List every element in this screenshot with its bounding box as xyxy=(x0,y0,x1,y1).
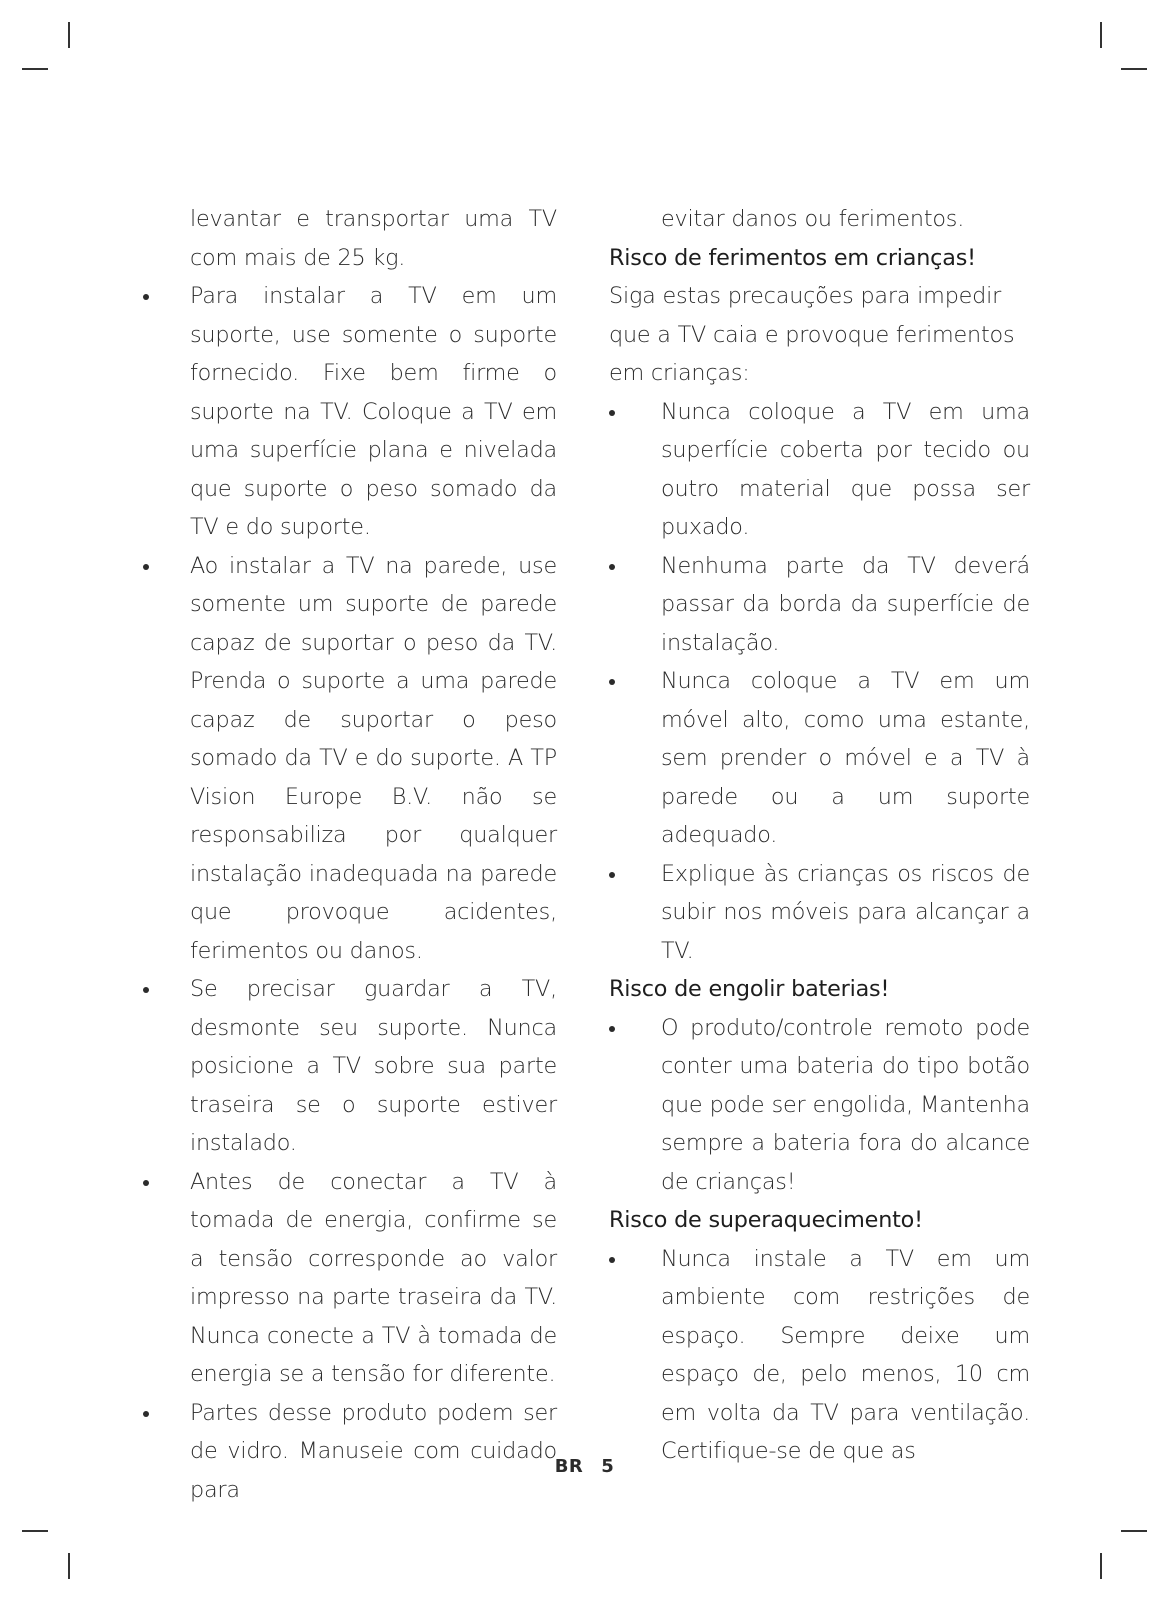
bullet-icon xyxy=(609,564,615,570)
bullet-icon xyxy=(609,679,615,685)
list-item: Nunca instale a TV em um ambiente com restrições de espaço. Sempre deixe um espaço de, pelo menos, 10 cm em volta da TV para ventilação. Certifique-se de que as xyxy=(609,1240,1030,1471)
list-item: O produto/controle remoto pode conter uma bateria do tipo botão que pode ser engolida, Mantenha sempre a bateria fora do alcance de crianças! xyxy=(609,1009,1030,1202)
list-item: Ao instalar a TV na parede, use somente um suporte de parede capaz de suportar o peso da TV. Prenda o suporte a uma parede capaz de suportar o peso somado da TV e do suporte. A TP Vision Europe B.V. não se responsabiliza por qualquer instalação inadequada na parede que provoque acidentes, ferimentos ou danos. xyxy=(143,547,557,971)
crop-mark-top-left-h xyxy=(22,68,48,70)
section-intro: Siga estas precauções para impedir que a TV caia e provoque ferimentos em crianças: xyxy=(609,283,1015,386)
list-item: Para instalar a TV em um suporte, use somente o suporte fornecido. Fixe bem firme o suporte na TV. Coloque a TV em uma superfície plana e nivelada que suporte o peso somado da TV e do suporte. xyxy=(143,277,557,547)
bullet-icon xyxy=(143,564,149,570)
language-code: BR xyxy=(554,1456,584,1477)
bullet-icon xyxy=(609,1257,615,1263)
left-column xyxy=(143,200,557,1509)
bullet-icon xyxy=(609,872,615,878)
continuation-text: levantar e transportar uma TV com mais de 25 kg. xyxy=(190,206,557,271)
bullet-icon xyxy=(609,1026,615,1032)
list-item: Se precisar guardar a TV, desmonte seu suporte. Nunca posicione a TV sobre sua parte traseira se o suporte estiver instalado. xyxy=(143,970,557,1163)
left-bullet-list xyxy=(143,277,557,1509)
overheat-bullet-list xyxy=(609,1240,1030,1471)
list-item: Nenhuma parte da TV deverá passar da borda da superfície de instalação. xyxy=(609,547,1030,663)
bullet-icon xyxy=(143,987,149,993)
section-heading-battery: Risco de engolir baterias! xyxy=(609,976,890,1002)
battery-bullet-list xyxy=(609,1009,1030,1202)
page-number: 5 xyxy=(601,1456,615,1477)
right-column xyxy=(609,200,1030,1471)
page-footer xyxy=(0,1456,1169,1477)
crop-mark-bottom-left-h xyxy=(22,1530,48,1532)
list-item: Partes desse produto podem ser de vidro. Manuseie com cuidado para xyxy=(143,1394,557,1510)
bullet-icon xyxy=(143,294,149,300)
bullet-icon xyxy=(609,410,615,416)
list-item: Explique às crianças os riscos de subir nos móveis para alcançar a TV. xyxy=(609,855,1030,971)
bullet-icon xyxy=(143,1180,149,1186)
bullet-icon xyxy=(143,1411,149,1417)
section-heading-overheat: Risco de superaquecimento! xyxy=(609,1207,923,1233)
section-heading-children: Risco de ferimentos em crianças! xyxy=(609,244,976,271)
crop-mark-top-left-v xyxy=(68,22,70,48)
continuation-text: evitar danos ou ferimentos. xyxy=(661,206,965,232)
children-bullet-list xyxy=(609,393,1030,971)
crop-mark-bottom-right-h xyxy=(1121,1530,1147,1532)
crop-mark-top-right-h xyxy=(1121,68,1147,70)
crop-mark-bottom-right-v xyxy=(1100,1553,1102,1579)
crop-mark-bottom-left-v xyxy=(68,1553,70,1579)
list-item: Nunca coloque a TV em um móvel alto, como uma estante, sem prender o móvel e a TV à parede ou a um suporte adequado. xyxy=(609,662,1030,855)
crop-mark-top-right-v xyxy=(1100,22,1102,48)
list-item: Nunca coloque a TV em uma superfície coberta por tecido ou outro material que possa ser puxado. xyxy=(609,393,1030,547)
list-item: Antes de conectar a TV à tomada de energia, confirme se a tensão corresponde ao valor impresso na parte traseira da TV. Nunca conecte a TV à tomada de energia se a tensão for diferente. xyxy=(143,1163,557,1394)
